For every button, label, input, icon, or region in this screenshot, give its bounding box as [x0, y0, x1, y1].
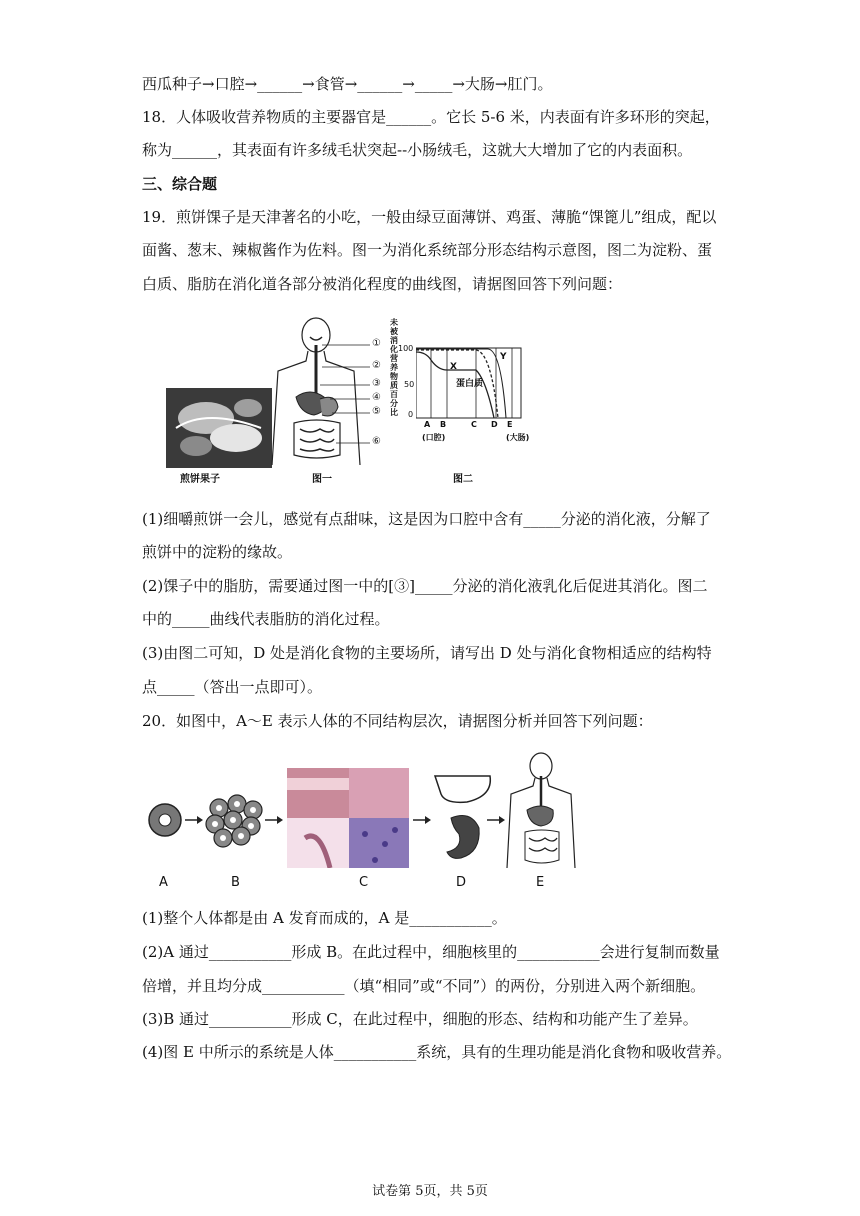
curve-protein-label: 蛋白质 — [456, 379, 484, 389]
level-label-D: D — [456, 875, 467, 890]
x-tick-C: C — [471, 420, 477, 429]
organ-label-4: ④ — [372, 392, 381, 403]
x-tick-B: B — [440, 420, 447, 429]
structure-levels-diagram — [145, 748, 595, 868]
x-tick-A: A — [424, 420, 431, 429]
y-tick-50: 50 — [404, 380, 415, 389]
question-20-3-line: (3)B 通过___________形成 C，在此过程中，细胞的形态、结构和功能产生了差异。 — [142, 1010, 698, 1028]
question-19-line: 白质、脂肪在消化道各部分被消化程度的曲线图，请据图回答下列问题： — [142, 275, 623, 293]
question-18-line: 称为______，其表面有许多绒毛状突起--小肠绒毛，这就大大增加了它的内表面积。 — [142, 141, 693, 159]
structure-levels-figure — [145, 748, 595, 893]
question-19-2-line: 中的_____曲线代表脂肪的消化过程。 — [142, 610, 390, 628]
organ-label-2: ② — [372, 360, 381, 371]
organ-label-5: ⑤ — [372, 406, 381, 417]
question-20-4-line: (4)图 E 中所示的系统是人体___________系统，具有的生理功能是消化食物和吸收营养。 — [142, 1043, 732, 1061]
y-axis-label: 未 被 消 化 营 养 物 质 百 分 比 — [390, 318, 398, 417]
curve-y-label: Y — [500, 352, 507, 362]
section-heading: 三、综合题 — [142, 175, 218, 193]
x-tick-E: E — [507, 420, 513, 429]
page-footer: 试卷第 5页，共 5页 — [372, 1184, 488, 1199]
question-19-line: 面酱、葱末、辣椒酱作为佐料。图一为消化系统部分形态结构示意图，图二为淀粉、蛋 — [142, 241, 713, 259]
jianbing-photo — [166, 388, 272, 468]
question-20-line: 20．如图中，A～E 表示人体的不同结构层次，请据图分析并回答下列问题： — [142, 712, 653, 730]
digestive-system-diagram — [270, 315, 380, 465]
level-label-A: A — [159, 875, 168, 890]
digestion-figure — [166, 310, 546, 490]
organ-label-1: ① — [372, 338, 381, 349]
question-18-line: 18．人体吸收营养物质的主要器官是______。它长 5-6 米，内表面有许多环形的突起， — [142, 108, 720, 126]
question-19-1-line: 煎饼中的淀粉的缘故。 — [142, 543, 293, 561]
x-tick-D: D — [491, 420, 498, 429]
text-line: 西瓜种子→口腔→______→食管→______→_____→大肠→肛门。 — [142, 75, 553, 93]
question-20-2-line: (2)A 通过___________形成 B。在此过程中，细胞核里的___________会进行复制而数量 — [142, 943, 720, 961]
question-19-3-line: 点_____（答出一点即可）。 — [142, 678, 323, 696]
y-tick-100: 100 — [398, 344, 414, 353]
x-sub-mouth: (口腔) — [422, 433, 446, 442]
x-sub-large-intestine: (大肠) — [506, 433, 530, 442]
figure1-caption: 图一 — [312, 474, 332, 485]
figure2-caption: 图二 — [453, 474, 473, 485]
y-tick-0: 0 — [408, 410, 414, 419]
question-20-2-line: 倍增，并且均分成___________（填“相同”或“不同”）的两份，分别进入两个新细胞。 — [142, 977, 706, 995]
level-label-E: E — [536, 875, 545, 890]
curve-x-label: X — [450, 362, 457, 372]
level-label-C: C — [359, 875, 369, 890]
question-20-1-line: (1)整个人体都是由 A 发育而成的，A 是___________。 — [142, 909, 507, 927]
organ-label-6: ⑥ — [372, 436, 381, 447]
question-19-1-line: (1)细嚼煎饼一会儿，感觉有点甜味，这是因为口腔中含有_____分泌的消化液，分解了 — [142, 510, 711, 528]
photo-caption: 煎饼果子 — [180, 474, 220, 485]
question-19-3-line: (3)由图二可知，D 处是消化食物的主要场所，请写出 D 处与消化食物相适应的结构特 — [142, 644, 712, 662]
question-19-2-line: (2)馃子中的脂肪，需要通过图一中的[③]_____分泌的消化液乳化后促进其消化。图二 — [142, 577, 708, 595]
level-label-B: B — [231, 875, 240, 890]
organ-label-3: ③ — [372, 378, 381, 389]
question-19-line: 19．煎饼馃子是天津著名的小吃，一般由绿豆面薄饼、鸡蛋、薄脆“馃篦儿”组成，配以 — [142, 208, 717, 226]
